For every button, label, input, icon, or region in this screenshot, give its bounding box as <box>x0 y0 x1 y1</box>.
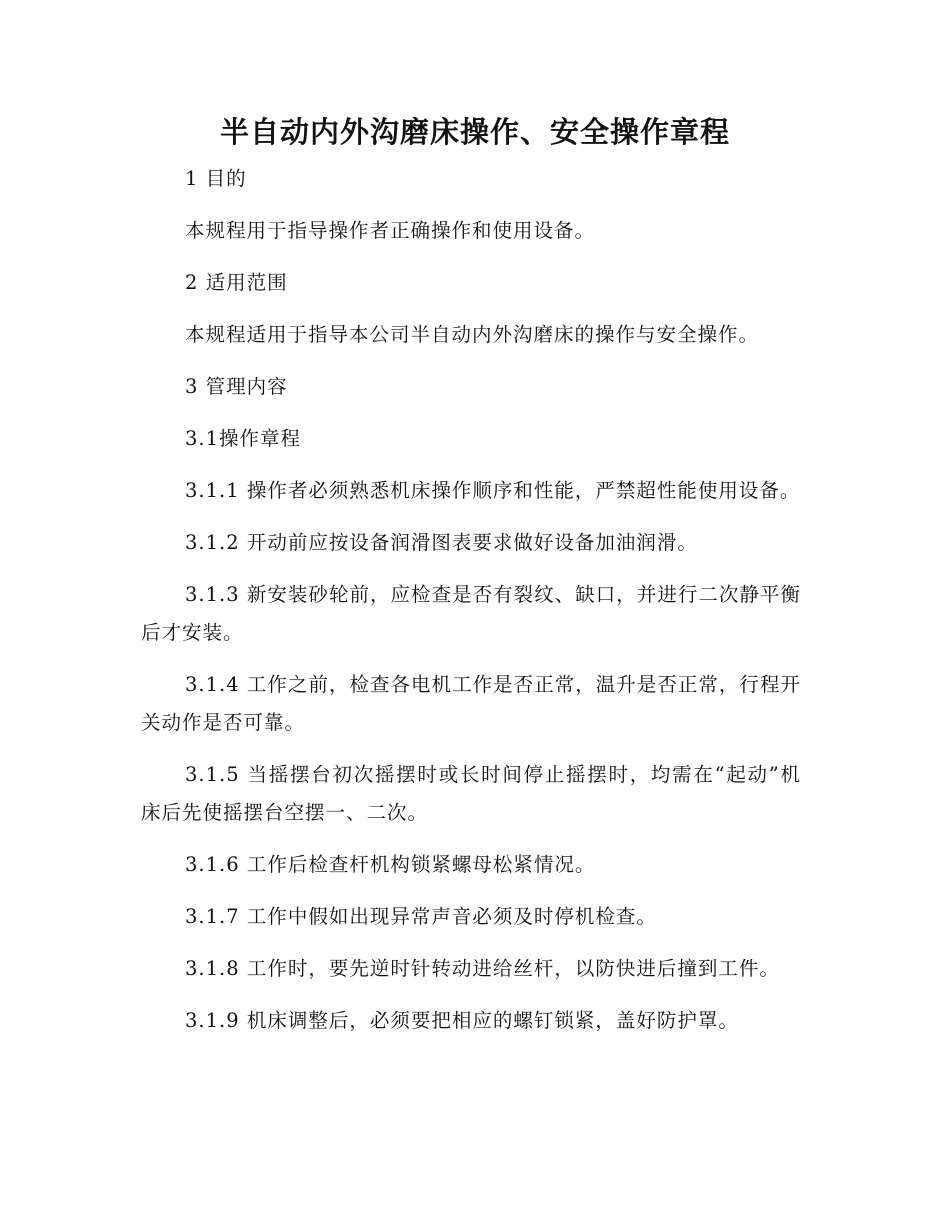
subsection-heading-operation: 3.1操作章程 <box>185 427 302 450</box>
clause-3-1-9: 3.1.9 机床调整后，必须要把相应的螺钉锁紧，盖好防护罩。 <box>185 1009 739 1032</box>
clause-3-1-3: 3.1.3 新安装砂轮前，应检查是否有裂纹、缺口，并进行二次静平衡后才安装。 <box>141 583 801 644</box>
paragraph-scope: 本规程适用于指导本公司半自动内外沟磨床的操作与安全操作。 <box>185 323 760 346</box>
section-heading-purpose: 1 目的 <box>185 167 247 190</box>
clause-3-1-2: 3.1.2 开动前应按设备润滑图表要求做好设备加油润滑。 <box>185 531 698 554</box>
clause-3-1-4: 3.1.4 工作之前，检查各电机工作是否正常，温升是否正常，行程开关动作是否可靠。 <box>141 673 801 734</box>
document-title: 半自动内外沟磨床操作、安全操作章程 <box>219 115 730 149</box>
clause-3-1-5: 3.1.5 当摇摆台初次摇摆时或长时间停止摇摆时，均需在“起动”机床后先使摇摆台空摆一、二次。 <box>141 763 801 824</box>
clause-3-1-8: 3.1.8 工作时，要先逆时针转动进给丝杆，以防快进后撞到工件。 <box>185 957 780 980</box>
clause-3-1-1: 3.1.1 操作者必须熟悉机床操作顺序和性能，严禁超性能使用设备。 <box>185 479 801 502</box>
clause-3-1-7: 3.1.7 工作中假如出现异常声音必须及时停机检查。 <box>185 905 657 928</box>
clause-3-1-6: 3.1.6 工作后检查杆机构锁紧螺母松紧情况。 <box>185 853 596 876</box>
document-body <box>141 160 801 1054</box>
section-heading-management: 3 管理内容 <box>185 375 288 398</box>
section-heading-scope: 2 适用范围 <box>185 271 288 294</box>
paragraph-purpose: 本规程用于指导操作者正确操作和使用设备。 <box>185 219 596 242</box>
